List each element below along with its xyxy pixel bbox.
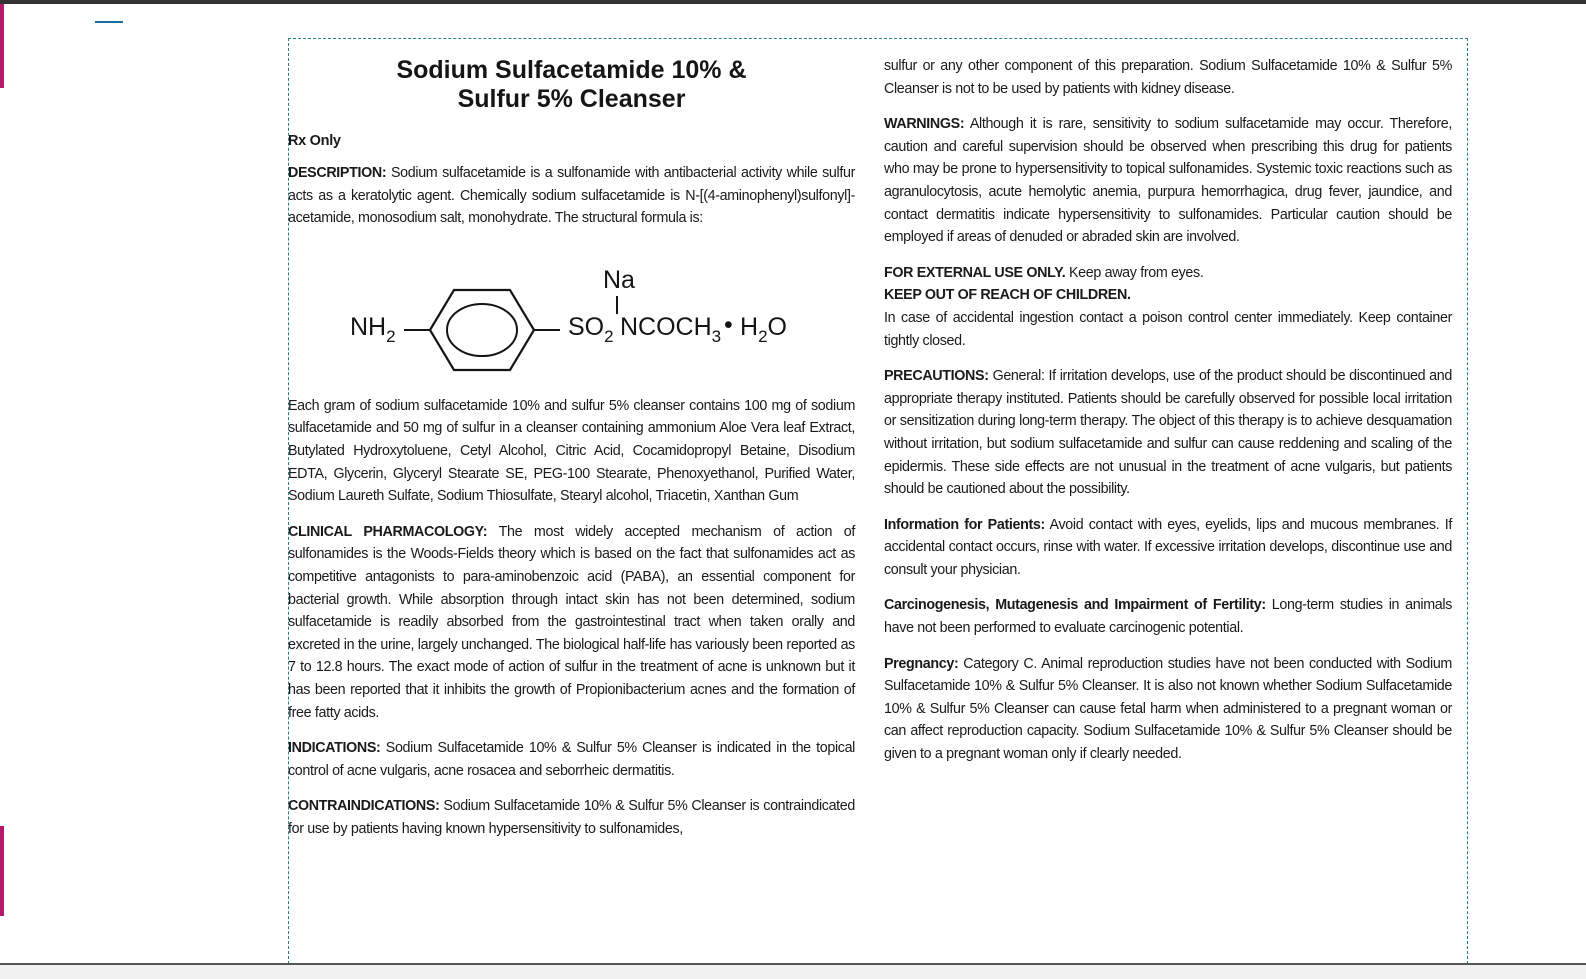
formula-o: O: [767, 312, 787, 341]
description-paragraph: [288, 162, 855, 230]
left-column: [288, 39, 855, 840]
formula-so-sub: 2: [604, 326, 614, 346]
clinical-pharmacology-paragraph: [288, 521, 855, 724]
contraindications-continued: sulfur or any other component of this preparation. Sodium Sulfacetamide 10% & Sulfur 5% Cleanser is not to be used by patients with kidney disease.: [884, 58, 1452, 97]
formula-nh2: [350, 313, 396, 346]
formula-dot: •: [724, 310, 733, 339]
product-title: [288, 56, 855, 114]
benzene-circle: [447, 304, 517, 356]
description-text: Sodium sulfacetamide is a sulfonamide with antibacterial activity while sulfur acts as a keratolytic agent. Chemically sodium sulfacetamide is N-[(4-aminophenyl)sulfonyl]-acetamide, monosodium salt, monohydrate. The structural formula is:: [288, 165, 855, 227]
clinical-text: The most widely accepted mechanism of action of sulfonamides is the Woods-Fields theory which is based on the fact that sulfonamides act as competitive antagonists to para-aminobenzoic acid (PABA), an essential component for bacterial growth. While absorption through intact skin has not been determined, sodium sulfacetamide is readily absorbed from the gastrointestinal tract when taken orally and excreted in the urine, largely unchanged. The biological half-life has variously been reported as 7 to 12.8 hours. The exact mode of action of sulfur in the treatment of acne is unknown but it has been reported that it inhibits the growth of Propionibacterium acnes and the formation of free fatty acids.: [288, 523, 855, 721]
crop-mark-bottom: [0, 826, 4, 916]
indications-paragraph: [288, 737, 855, 782]
formula-so: SO: [568, 312, 605, 341]
formula-ncoch-sub: 3: [711, 326, 722, 346]
viewer-top-edge: [0, 0, 1586, 4]
external-text: Keep away from eyes.: [1065, 264, 1204, 281]
pregnancy-paragraph: [884, 653, 1452, 766]
formula-so2: [568, 313, 614, 346]
structural-formula: [288, 230, 855, 382]
trim-tick: [95, 21, 123, 23]
contraindications-paragraph: [288, 795, 855, 840]
indications-text: Sodium Sulfacetamide 10% & Sulfur 5% Cleanser is indicated in the topical control of acne vulgaris, acne rosacea and seborrheic dermatitis.: [288, 740, 855, 779]
warnings-text: Although it is rare, sensitivity to sodium sulfacetamide may occur. Therefore, caution and careful supervision should be observed when prescribing this drug for patients who may be prone to hypersensitivity to topical sulfonamides. Systemic toxic reactions such as agranulocytosis, acute hemolytic anemia, purpura hemorrhagica, drug fever, jaundice, and contact dermatitis indicate hypersensitivity to sulfonamides. Particular caution should be employed if areas of denuded or abraded skin are involved.: [884, 116, 1452, 246]
label-panel: [288, 38, 1468, 964]
pregnancy-text: Category C. Animal reproduction studies have not been conducted with Sodium Sulfacetamide 10% & Sulfur 5% Cleanser. It is also not known whether Sodium Sulfacetamide 10% & Sulfur 5% Cleanser can cause fetal harm when administered to a pregnant woman or can affect reproduction capacity. Sodium Sulfacetamide 10% & Sulfur 5% Cleanser should be given to a pregnant woman only if clearly needed.: [884, 655, 1452, 763]
pregnancy-heading: Pregnancy:: [884, 655, 959, 672]
external-use-line: [884, 262, 1452, 285]
warnings-paragraph: [884, 113, 1452, 249]
title-line-1: Sodium Sulfacetamide 10% &: [396, 56, 747, 84]
formula-h-sub: 2: [758, 326, 768, 346]
external-heading: FOR EXTERNAL USE ONLY.: [884, 264, 1066, 281]
patient-info-heading: Information for Patients:: [884, 516, 1045, 533]
patient-info-text: Avoid contact with eyes, eyelids, lips and mucous membranes. If accidental contact occurs, rinse with water. If excessive irritation develops, discontinue use and consult your physician.: [884, 516, 1452, 578]
benzene-ring: [430, 290, 534, 370]
title-line-2: Sulfur 5% Cleanser: [457, 85, 686, 113]
formula-na: Na: [603, 265, 635, 294]
formula-nh: NH: [350, 312, 387, 341]
right-column: [884, 39, 1452, 766]
formula-h: H: [740, 312, 759, 341]
composition-paragraph: Each gram of sodium sulfacetamide 10% and sulfur 5% cleanser contains 100 mg of sodium sulfacetamide and 50 mg of sulfur in a cleanser containing ammonium Aloe Vera leaf Extract, Butylated Hydroxytoluene, Cetyl Alcohol, Citric Acid, Cocamidopropyl Betaine, Disodium EDTA, Glycerin, Glyceryl Stearate SE, PEG-100 Stearate, Phenoxyethanol, Purified Water, Sodium Laureth Sulfate, Sodium Thiosulfate, Stearyl alcohol, Triacetin, Xanthan Gum: [288, 397, 855, 505]
precautions-paragraph: [884, 365, 1452, 501]
formula-nh-sub: 2: [386, 326, 396, 346]
carcinogenesis-paragraph: [884, 594, 1452, 639]
warnings-heading: WARNINGS:: [884, 116, 965, 133]
ingestion-paragraph: In case of accidental ingestion contact a poison control center immediately. Keep container tightly closed.: [884, 309, 1452, 349]
formula-h2o: [740, 313, 787, 346]
indications-heading: INDICATIONS:: [288, 740, 381, 757]
formula-ncoch: NCOCH: [620, 312, 712, 341]
contraindications-heading: CONTRAINDICATIONS:: [288, 798, 440, 815]
carcinogenesis-text: Long-term studies in animals have not been performed to evaluate carcinogenic potential.: [884, 597, 1452, 637]
structural-formula-drawing: [288, 230, 855, 382]
precautions-heading: PRECAUTIONS:: [884, 368, 989, 385]
rx-only: Rx Only: [288, 133, 341, 149]
formula-ncoch3: [620, 313, 721, 346]
patient-info-paragraph: [884, 514, 1452, 582]
crop-mark-top: [0, 4, 4, 88]
contraindications-text: Sodium Sulfacetamide 10% & Sulfur 5% Cleanser is contraindicated for use by patients having known hypersensitivity to sulfonamides,: [288, 798, 855, 837]
keep-out-heading: KEEP OUT OF REACH OF CHILDREN.: [884, 287, 1131, 304]
precautions-text: General: If irritation develops, use of the product should be discontinued and appropriate therapy instituted. Patients should be carefully observed for possible local irritation or sensitization during long-term therapy. The object of this therapy is to achieve desquamation without irritation, but sodium sulfacetamide and sulfur can cause reddening and scaling of the epidermis. These side effects are not unusual in the treatment of acne vulgaris, but patients should be cautioned about the possibility.: [884, 368, 1452, 498]
description-heading: DESCRIPTION:: [288, 165, 387, 181]
keep-out-line: [884, 284, 1452, 307]
carcinogenesis-heading: Carcinogenesis, Mutagenesis and Impairment of Fertility:: [884, 597, 1266, 614]
clinical-heading: CLINICAL PHARMACOLOGY:: [288, 523, 488, 540]
